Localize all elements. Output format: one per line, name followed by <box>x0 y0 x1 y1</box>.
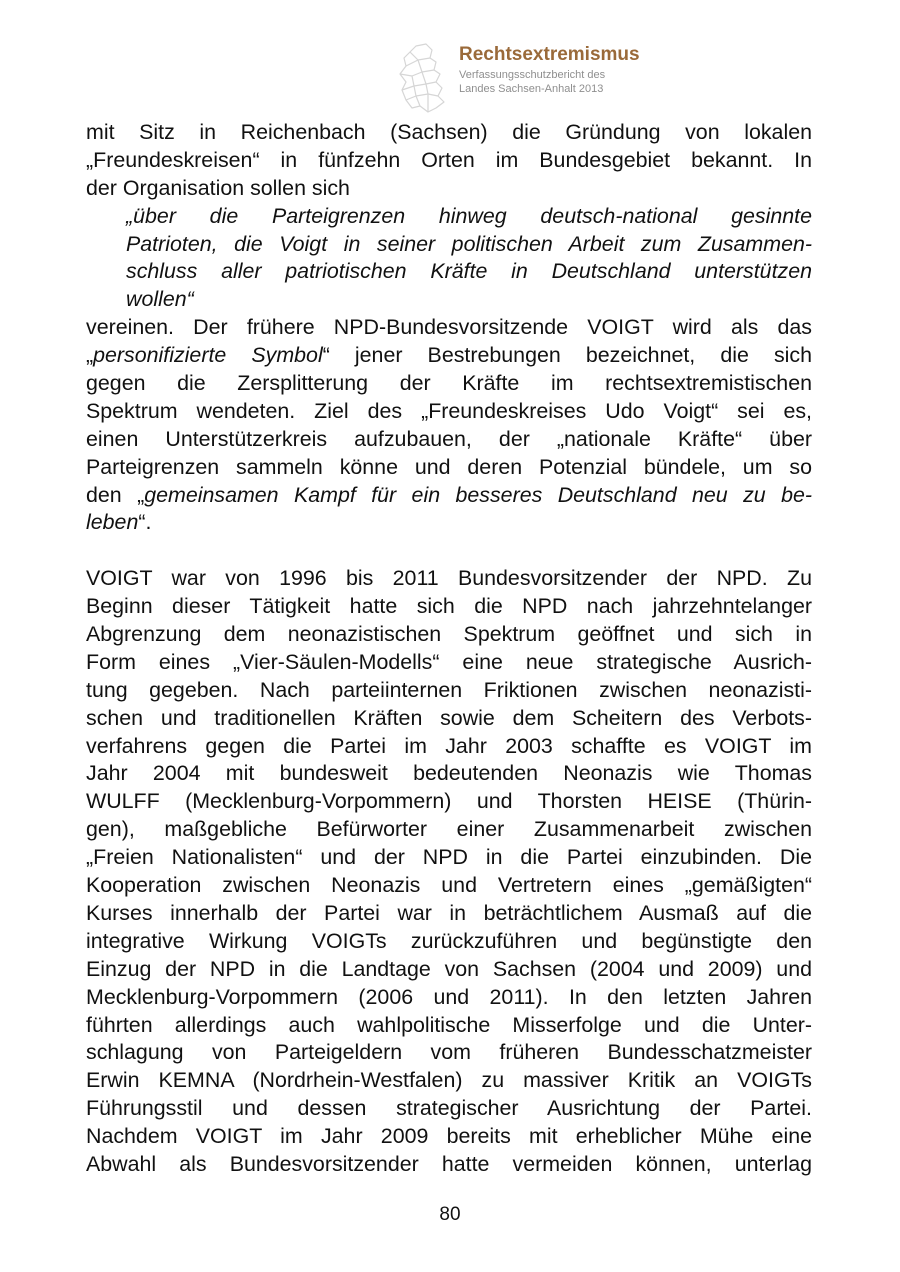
text-line: integrative Wirkung VOIGTs zurückzuführen und begünstigte den <box>86 928 812 953</box>
text-line: Nachdem VOIGT im Jahr 2009 bereits mit erheblicher Mühe eine <box>86 1124 812 1149</box>
text-line: der Organisation sollen sich <box>86 175 350 200</box>
text-line: mit Sitz in Reichenbach (Sachsen) die Gründung von lokalen <box>86 120 812 144</box>
header-subtitle-line1: Verfassungsschutzbericht des <box>459 69 606 81</box>
text-line: „Freien Nationalisten“ und der NPD in die Partei einzubinden. Die <box>86 845 812 870</box>
text-line: schen und traditionellen Kräften sowie dem Scheitern des Verbots- <box>86 705 812 730</box>
text-line: „Freundeskreisen“ in fünfzehn Orten im Bundesgebiet bekannt. In <box>86 147 812 172</box>
text-line: schlagung von Parteigeldern vom früheren Bundesschatzmeister <box>86 1040 812 1065</box>
text-line: vereinen. Der frühere NPD-Bundesvorsitzende VOIGT wird als das <box>86 315 812 340</box>
text-line: Führungsstil und dessen strategischer Ausrichtung der Partei. <box>86 1096 812 1121</box>
paragraph-voigt-history <box>86 565 812 1179</box>
page-header <box>396 42 696 116</box>
text-line: Mecklenburg-Vorpommern (2006 und 2011). In den letzten Jahren <box>86 984 812 1009</box>
quote-line: wollen“ <box>126 287 194 312</box>
quote-line: „über die Parteigrenzen hinweg deutsch-national gesinnte <box>126 203 812 228</box>
text-line: verfahrens gegen die Partei im Jahr 2003 schaffte es VOIGT im <box>86 733 812 758</box>
text-line: WULFF (Mecklenburg-Vorpommern) und Thorsten HEISE (Thürin- <box>86 789 812 814</box>
text-line: gegen die Zersplitterung der Kräfte im rechtsextremistischen <box>86 371 812 396</box>
text-line: leben“. <box>86 510 152 535</box>
text-line: Einzug der NPD in die Landtage von Sachsen (2004 und 2009) und <box>86 956 812 981</box>
page-number: 80 <box>439 1204 461 1225</box>
quote-line: schluss aller patriotischen Kräfte in Deutschland unterstützen <box>126 259 812 284</box>
text-line: führten allerdings auch wahlpolitische Misserfolge und die Unter- <box>86 1012 812 1037</box>
text-line: tung gegeben. Nach parteiinternen Friktionen zwischen neonazisti- <box>86 677 812 702</box>
text-line: Abgrenzung dem neonazistischen Spektrum geöffnet und sich in <box>86 622 812 647</box>
text-line: Abwahl als Bundesvorsitzender hatte vermeiden können, unterlag <box>86 1151 812 1176</box>
header-title: Rechtsextremismus <box>459 44 640 65</box>
text-line: „personifizierte Symbol“ jener Bestrebungen bezeichnet, die sich <box>86 343 812 368</box>
quote-line: Patrioten, die Voigt in seiner politischen Arbeit zum Zusammen- <box>126 231 812 256</box>
text-line: gen), maßgebliche Befürworter einer Zusammenarbeit zwischen <box>86 817 812 842</box>
text-line: Form eines „Vier-Säulen-Modells“ eine neue strategische Ausrich- <box>86 649 812 674</box>
text-line: Kooperation zwischen Neonazis und Vertretern eines „gemäßigten“ <box>86 873 812 898</box>
text-line: Kurses innerhalb der Partei war in beträchtlichem Ausmaß auf die <box>86 900 812 925</box>
body-text <box>86 119 812 1179</box>
saxony-anhalt-map-logo-icon <box>396 42 458 114</box>
header-subtitle-line2: Landes Sachsen-Anhalt 2013 <box>459 83 604 95</box>
paragraph-gap <box>86 537 812 565</box>
text-line: Erwin KEMNA (Nordrhein-Westfalen) zu massiver Kritik an VOIGTs <box>86 1068 812 1093</box>
text-line: den „gemeinsamen Kampf für ein besseres Deutschland neu zu be- <box>86 482 812 507</box>
text-line: Spektrum wendeten. Ziel des „Freundeskreises Udo Voigt“ sei es, <box>86 398 812 423</box>
text-line: VOIGT war von 1996 bis 2011 Bundesvorsitzender der NPD. Zu <box>86 566 812 591</box>
text-line: Jahr 2004 mit bundesweit bedeutenden Neonazis wie Thomas <box>86 761 812 786</box>
text-line: einen Unterstützerkreis aufzubauen, der „nationale Kräfte“ über <box>86 426 812 451</box>
text-line: Parteigrenzen sammeln könne und deren Potenzial bündele, um so <box>86 454 812 479</box>
text-line: Beginn dieser Tätigkeit hatte sich die NPD nach jahrzehntelanger <box>86 594 812 619</box>
